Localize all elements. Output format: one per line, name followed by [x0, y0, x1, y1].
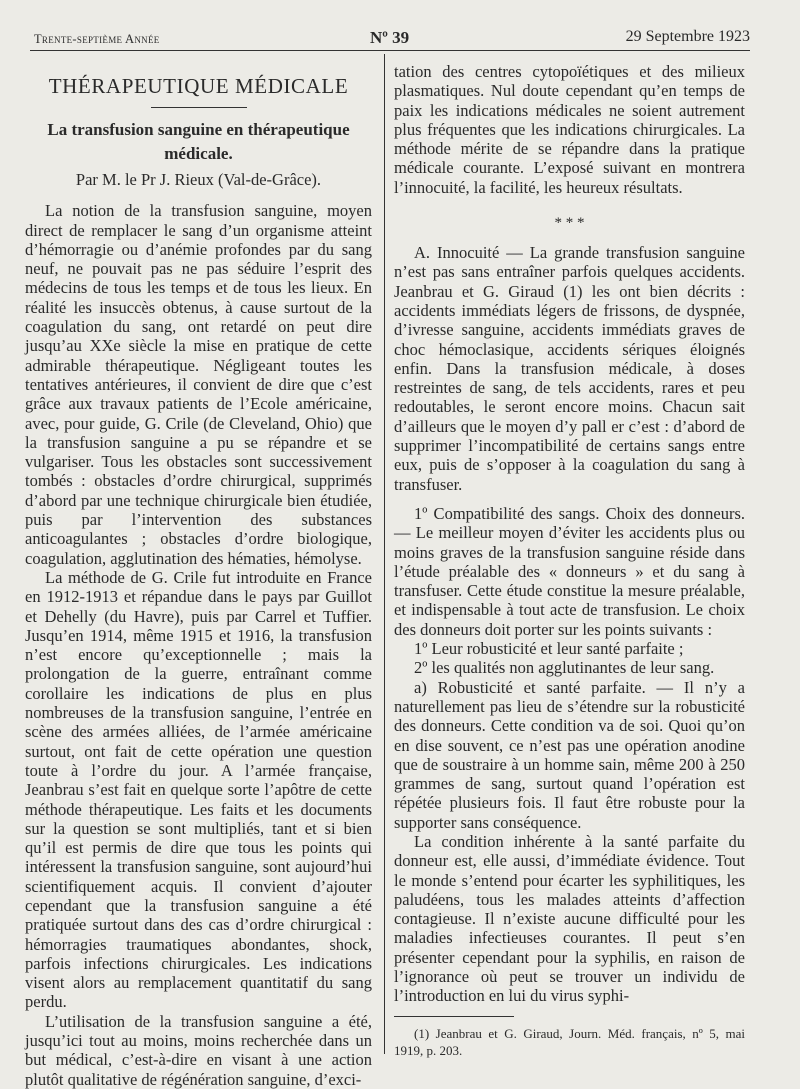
running-head	[34, 28, 750, 50]
issue-number: Nº 39	[370, 28, 410, 47]
section-title-rule	[151, 107, 247, 108]
subsection-robusticite: a) Robusticité et santé parfaite. — Il n’y a naturellement pas lieu de s’étendre sur la robusticité des donneurs. Cette condition va de soi. Quoi qu’on en dise souvent, ce n’est pas une opération anodine que de soustraire à un homme sain, même 200 à 250 grammes de sang, surtout quand l’opération est répétée plusieurs fois. Il faut être robuste pour la supporter sans conséquence.	[394, 677, 745, 832]
author-byline: Par M. le Pr J. Rieux (Val-de-Grâce).	[75, 170, 322, 189]
footnote: (1) Jeanbrau et G. Giraud, Journ. Méd. français, nº 5, mai 1919, p. 203.	[394, 1025, 745, 1058]
article-title: La transfusion sanguine en thérapeutique médicale.	[47, 120, 350, 163]
issue-date: 29 Septembre 1923	[625, 28, 750, 45]
footnote-rule	[394, 1016, 514, 1017]
column-rule	[384, 54, 385, 1054]
paragraph: L’utilisation de la transfusion sanguine a été, jusqu’ici tout au moins, moins recherchée dans un but médical, c’est-à-dire en visant à une action plutôt qualitative de régénération sanguine, d’exci-	[25, 1011, 372, 1089]
section-title: THÉRAPEUTIQUE MÉDICALE	[48, 74, 349, 98]
paragraph: La méthode de G. Crile fut introduite en France en 1912-1913 et répandue dans le pays par Guillot et Dehelly (du Havre), puis par Carrel et Tuffier. Jusqu’en 1914, même 1915 et 1916, la transfusion n’est encore qu’exceptionnelle ; mais la prolongation de la guerre, entraînant comme corollaire les indications de plus en plus nombreuses de la transfusion sanguine, l’entrée en scène des armées alliées, de l’armée américaine surtout, ont fait de cette opération une question toute à l’ordre du jour. A l’armée française, Jeanbrau s’est fait en quelque sorte l’apôtre de cette méthode thérapeutique. Les faits et les documents sur la question se sont multipliés, tant et si bien qu’il est permis de dire que tous les points qui intéressent la transfusion sanguine, sont aujourd’hui scientifiquement acquis. Il convient d’ajouter cependant que la transfusion sanguine a été pratiquée surtout dans des cas d’ordre chirurgical : hémorragies traumatiques abondantes, shock, parfois infections chirurgicales. Les indications visent alors au remplacement quantitatif du sang perdu.	[25, 567, 372, 1012]
list-item: 2º les qualités non agglutinantes de leur sang.	[414, 658, 715, 678]
volume-label: Trente-septième Année	[34, 32, 160, 46]
paragraph-continuation: tation des centres cytopoïétiques et des milieux plasmatiques. Nul doute cependant qu’en temps de paix les indications médicales ne soient autrement plus fréquentes que les indications chirurgicales. La méthode mérite de se répandre dans la pratique médicale courante. L’exposé suivant en montrera l’innocuité, la facilité, les heureux résultats.	[394, 62, 745, 197]
header-rule	[30, 50, 750, 51]
subsection-compatibilite: 1º Compatibilité des sangs. Choix des donneurs. — Le meilleur moyen d’éviter les accidents plus ou moins graves de la transfusion sanguine réside dans l’étude préalable des « donneurs » et du sang à transfuser. Cette étude constitue la mesure préalable, et indispensable à tout acte de transfusion. Le choix des donneurs doit porter sur les points suivants :	[394, 503, 745, 639]
right-column	[394, 62, 745, 1059]
subsection-innocuite: A. Innocuité — La grande transfusion sanguine n’est pas sans entraîner parfois quelques accidents. Jeanbrau et G. Giraud (1) les ont bien décrits : accidents immédiats légers de frissons, de dyspnée, d’ivresse sanguine, accidents immédiats graves de choc hémoclasique, accidents sériques éloignés enfin. Dans la transfusion médicale, à doses restreintes de sang, de tels accidents, rares et peu redoutables, le seront encore moins. Chacun sait d’ailleurs que le moyen d’y pall er c’est : d’abord de supprimer l’incompatibilité de certains sangs entre eux, puis de s’opposer à la coagulation du sang à transfuser.	[394, 243, 745, 494]
section-separator-asterisks: * * *	[554, 215, 585, 232]
paragraph: La notion de la transfusion sanguine, moyen direct de remplacer le sang d’un organisme atteint d’hémorragie ou d’anémie profondes par du sang neuf, ne pouvait pas ne pas séduire l’esprit des médecins de tous les temps et de tous les lieux. En réalité les insuccès obtenus, à cause surtout de la coagulation du sang, ont retardé on peut dire jusqu’au XXe siècle la mise en pratique de cette admirable thérapeutique. Négligeant toutes les tentatives antérieures, il convient de dire que c’est grâce aux travaux patients de l’Ecole américaine, avec, pour guide, G. Crile (de Cleveland, Ohio) que la transfusion sanguine a pu se répandre et se vulgariser. Tous les obstacles sont successivement tombés : obstacles d’ordre chirurgical, supprimés d’abord par une technique chirurgicale bien étudiée, puis par l’intervention des substances anticoagulantes ; obstacles d’ordre biologique, coagulation, agglutination des hématies, hémolyse.	[25, 201, 372, 568]
left-column	[25, 62, 372, 1089]
paragraph: La condition inhérente à la santé parfaite du donneur est, elle aussi, d’immédiate évidence. Tout le monde s’entend pour écarter les syphilitiques, les paludéens, tous les malades atteints d’affection contagieuse. Il n’existe aucune difficulté pour les maladies infectieuses courantes. Il peut s’en présenter cependant pour la syphilis, en raison de l’ignorance où peut se trouver un individu de l’introduction en lui du virus syphi-	[394, 831, 745, 1006]
list-item: 1º Leur robusticité et leur santé parfaite ;	[414, 639, 684, 659]
